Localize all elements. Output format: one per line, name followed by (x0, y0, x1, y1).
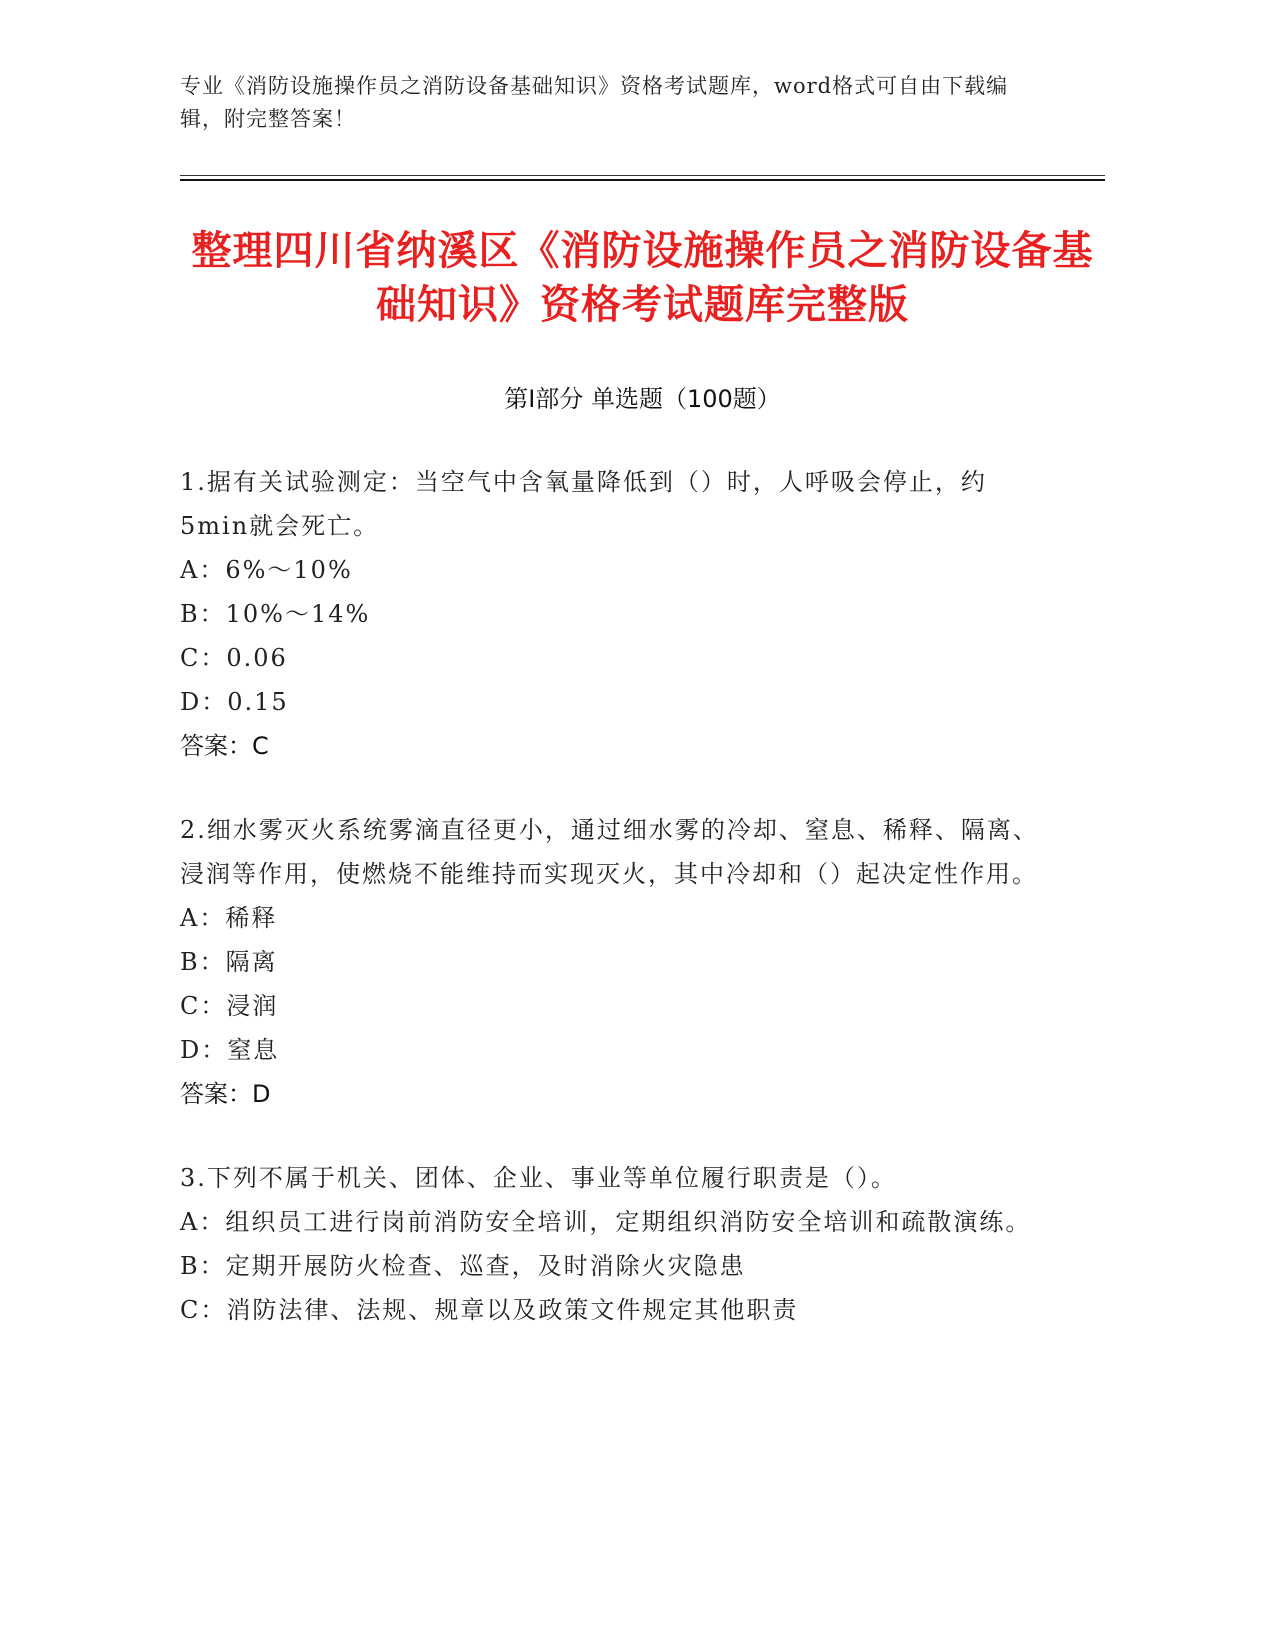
section-title: 第Ⅰ部分 单选题（100题） (504, 385, 781, 413)
option-b: B：隔离 (180, 948, 278, 976)
question-stem: 1.据有关试验测定：当空气中含氧量降低到（）时，人呼吸会停止，约5min就会死亡。 (180, 468, 987, 540)
divider-line (180, 175, 1105, 176)
question-stem: 3.下列不属于机关、团体、企业、事业等单位履行职责是（）。 (180, 1164, 897, 1192)
option-b: B：定期开展防火检查、巡查，及时消除火灾隐患 (180, 1252, 746, 1280)
option-b: B：10%～14% (180, 600, 371, 628)
option-d: D：窒息 (180, 1036, 280, 1064)
option-c: C：0.06 (180, 644, 288, 672)
question-2 (180, 808, 1105, 1116)
document-page (180, 70, 1105, 1372)
answer-line: 答案：D (180, 1080, 271, 1108)
option-d: D：0.15 (180, 688, 289, 716)
option-c: C：浸润 (180, 992, 279, 1020)
question-3 (180, 1156, 1105, 1332)
question-list (180, 460, 1105, 1332)
header-note: 专业《消防设施操作员之消防设备基础知识》资格考试题库，word格式可自由下载编辑，附完整答案！ (180, 74, 1009, 131)
option-a: A：组织员工进行岗前消防安全培训，定期组织消防安全培训和疏散演练。 (180, 1208, 1032, 1236)
divider-line (180, 179, 1105, 181)
document-title: 整理四川省纳溪区《消防设施操作员之消防设备基础知识》资格考试题库完整版 (191, 228, 1094, 328)
header-divider (180, 175, 1105, 181)
question-1 (180, 460, 1105, 768)
option-a: A：6%～10% (180, 556, 353, 584)
option-a: A：稀释 (180, 904, 278, 932)
answer-line: 答案：C (180, 732, 269, 760)
option-c: C：消防法律、法规、规章以及政策文件规定其他职责 (180, 1296, 799, 1324)
question-stem: 2.细水雾灭火系统雾滴直径更小，通过细水雾的冷却、窒息、稀释、隔离、浸润等作用，使燃烧不能维持而实现灭火，其中冷却和（）起决定性作用。 (180, 816, 1039, 888)
